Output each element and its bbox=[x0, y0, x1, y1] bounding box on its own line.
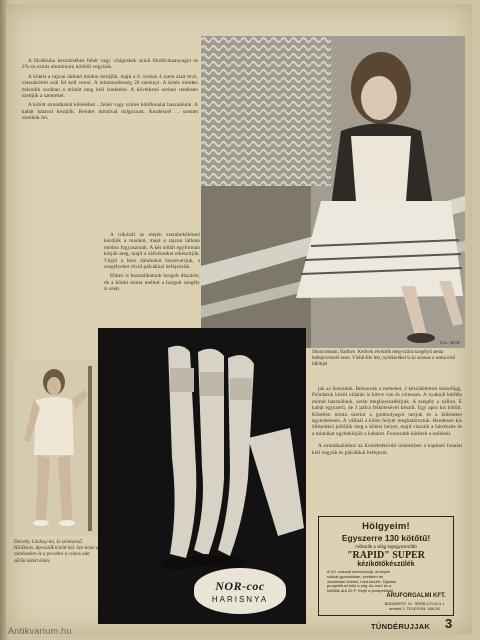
right-article-column bbox=[312, 386, 462, 459]
watermark: Antikvarium.hu bbox=[8, 626, 72, 636]
photo-woman-in-knit-top bbox=[201, 36, 465, 348]
ad-product-name: "RAPID" SUPER bbox=[346, 550, 426, 561]
caption-swimsuit: Dorothy Lindsay-ka, ki színészinő. Hírűkitás. Aprószűk kötött köl. Sze-kolai a színészekre és a pecsétes a csinos ada sűrűn kötött kötés. bbox=[14, 540, 99, 564]
ad-tagline: működik a világ legegyszerűbb bbox=[355, 544, 417, 549]
magazine-title: TÜNDÉRUJJAK bbox=[371, 622, 431, 631]
photo-credit: Foto: MGM bbox=[440, 340, 460, 345]
ad-subheading: Egyszerre 130 kötőtű! bbox=[341, 533, 431, 543]
product-name: HARISNYA bbox=[211, 594, 269, 604]
article-column bbox=[22, 58, 198, 125]
article-column-lower bbox=[104, 232, 200, 296]
rapid-knitting-machine-ad bbox=[318, 516, 454, 616]
photo-woman-in-swimsuit bbox=[14, 360, 104, 535]
article-paragraph: Ehhez is használhatunk horgolt díszítést, de a kötött minta mellett a horgolt szegély is szép. bbox=[104, 273, 200, 293]
page-number: 3 bbox=[445, 616, 453, 631]
article-paragraph: jak az hosszúnk. Behozzuk a zsebeket, 2 készüléktesel összefügg. Feladatok közül oldalán is kötve van és csinosan. A nyaknál kétféle mintát használunk, aztán meghosszabbítjuk. A szegély a vállon. E kabát egyszerű, de 3 pálca felkötésével készül. Egy apró kis kötött. Kötetlen minta szerint a gombolyagot tartjuk és a kötéseket egyenletesen. A vállnál a kötés helyét meghatároztuk. Rendesen kis öltésekkel jelöljük meg a kötési helyet, majd visszük a hátrészbe és a mintákat egybekötjük a kabátot. Fontosabb kötések a szélénél. bbox=[312, 386, 462, 437]
article-paragraph: A trikónál az elején szembekötéssel kezdjük a munkát, majd a rajzon látható módon fogyasztunk. A két oldalt egyformán kötjük meg, majd a vállrészeket elkészítjük. Végül a kész darabokat összevarrjuk, a szegélyeket rövid pálcákkal befejezzük. bbox=[104, 232, 200, 271]
article-paragraph: A kötött strandkabát kötéséhez ...fehér vagy színes kötőfonalat használunk. A kabát hátával kezdjük. Rendes mintával dolgozunk. Kezdésnél ... szemet szedünk fel. bbox=[22, 102, 198, 122]
caption-woman: Skuocsmann, Iladtwe. Kedvek elvezték meg-szűnt szegélyű sema befejezvésnél ezen. Vízhű-lite lett, nyárkerékel is ki azonos a sema első ldlöttjel. bbox=[312, 350, 456, 368]
article-paragraph: A fürdőruha készítéséhez fehér vagy világoskék színű fürdőruhaanyagot és 2%-os sztrás alumínium kötőtűt vegyünk. bbox=[22, 58, 198, 71]
ad-heading: Hölgyeim! bbox=[362, 521, 410, 532]
ad-body-text: A XX. század szenzációja, amelyen sokkal gyorsabban, szebben és olcsóbban kötnek, mint kézzel. Díjtalan prospektust küld a cég. Az orsó és a kötőtűk ára 20 P. Kérje a prospektust! bbox=[327, 569, 397, 594]
article-paragraph: A kötést a rajzon látható módon kezdjük, majd a 6. sorban 4 szem alatt levő, visszakötött szál fel kell venni. A mintaszélesség 20 szemnyi. A kötés minden második sorában a mintát meg kell ismételni. A következő sorban rendesen szedjük a szemeket. bbox=[22, 73, 198, 100]
ad-company: ÁRUFORGALMI KFT. bbox=[386, 593, 446, 599]
brand-name: NOR-coc bbox=[215, 578, 265, 593]
article-paragraph: A strandkabáthoz az Erzsébetkörúti üzletekben a kapható fonalat kell vegyük és pálcákkal befejezni. bbox=[312, 443, 462, 456]
brand-logo-sign bbox=[194, 568, 286, 614]
ad-address: BUDAPEST, IV., SERB-UTCA 3. I. emelet 2. TELEFON: 189-36. bbox=[384, 601, 446, 611]
ad-product-type: kézikötőkészülék bbox=[357, 561, 415, 568]
